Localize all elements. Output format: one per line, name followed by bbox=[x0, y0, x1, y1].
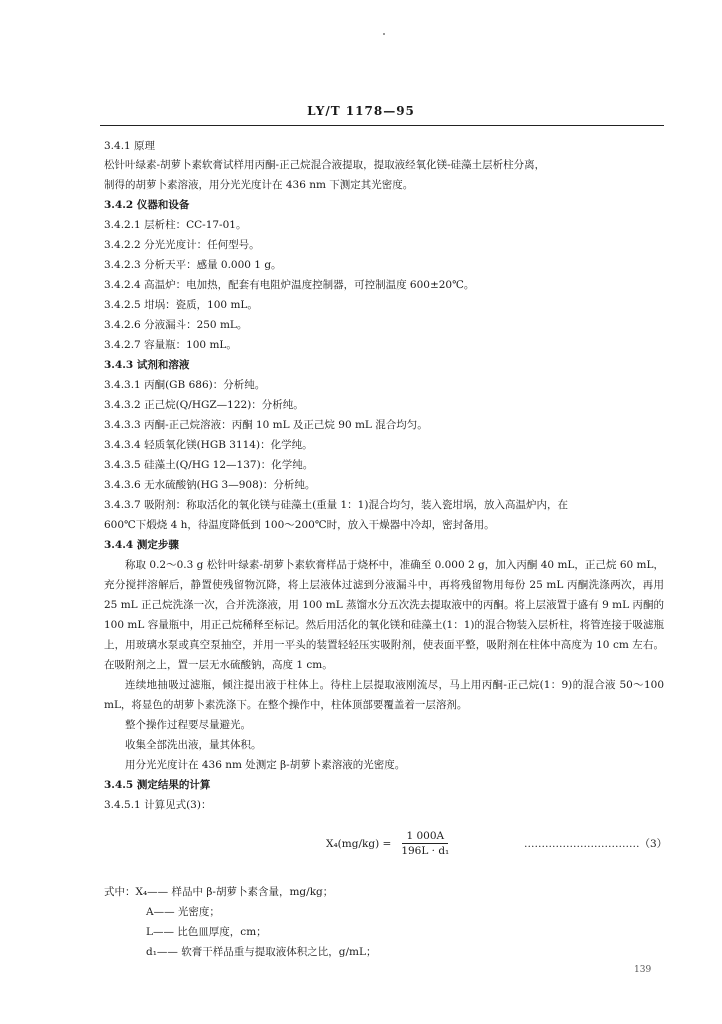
scan-speck bbox=[383, 33, 385, 35]
procedure-paragraph-2: 连续地抽吸过滤瓶，倾注提出液于柱体上。待柱上层提取液刚流尽，马上用丙酮-正己烷(1：9)的混合液 50～100 mL，将显色的胡萝卜素洗涤下。在整个操作中，柱体顶部要覆盖着一层溶剂。 bbox=[104, 679, 664, 711]
header-rule bbox=[100, 125, 664, 126]
item-3-4-3-3: 3.4.3.3 丙酮-正己烷溶液：丙酮 10 mL 及正己烷 90 mL 混合均匀。 bbox=[104, 419, 428, 431]
item-3-4-3-1: 3.4.3.1 丙酮(GB 686)：分析纯。 bbox=[104, 379, 266, 391]
item-3-4-2-6: 3.4.2.6 分液漏斗：250 mL。 bbox=[104, 319, 248, 331]
formula-fraction bbox=[397, 830, 453, 857]
procedure-paragraph-5: 用分光光度计在 436 nm 处测定 β-胡萝卜素溶液的光密度。 bbox=[125, 759, 406, 771]
heading-3-4-1: 3.4.1 原理 bbox=[104, 140, 156, 152]
item-3-4-2-1: 3.4.2.1 层析柱：CC-17-01。 bbox=[104, 219, 247, 231]
item-3-4-3-5: 3.4.3.5 硅藻土(Q/HG 12—137)：化学纯。 bbox=[104, 459, 314, 471]
item-3-4-2-7: 3.4.2.7 容量瓶：100 mL。 bbox=[104, 339, 237, 351]
heading-3-4-4: 3.4.4 测定步骤 bbox=[104, 539, 179, 551]
page-number: 139 bbox=[634, 965, 652, 975]
item-3-4-3-6: 3.4.3.6 无水硫酸钠(HG 3—908)：分析纯。 bbox=[104, 479, 316, 491]
item-3-4-3-7: 3.4.3.7 吸附剂：称取活化的氧化镁与硅藻土(重量 1：1)混合均匀，装入瓷坩埚，放入高温炉内，在 bbox=[104, 499, 568, 511]
item-3-4-2-4: 3.4.2.4 高温炉：电加热，配套有电阻炉温度控制器，可控制温度 600±20℃。 bbox=[104, 279, 475, 291]
heading-3-4-3: 3.4.3 试剂和溶液 bbox=[104, 359, 190, 371]
where-a: A—— 光密度； bbox=[146, 906, 220, 918]
item-3-4-2-2: 3.4.2.2 分光光度计：任何型号。 bbox=[104, 239, 260, 251]
item-3-4-3-7-cont: 600℃下煅烧 4 h，待温度降低到 100～200℃时，放入干燥器中冷却，密封备用。 bbox=[104, 519, 495, 531]
procedure-paragraph-4: 收集全部洗出液，量其体积。 bbox=[125, 739, 262, 751]
procedure-paragraph-1: 称取 0.2～0.3 g 松针叶绿素-胡萝卜素软膏样品于烧杯中，准确至 0.000 2 g，加入丙酮 40 mL，正己烷 60 mL，充分搅拌溶解后，静置使残留物沉降，将上层液体过滤到分液漏斗中，再将残留物用每份 25 mL 丙酮洗涤两次，再用 25 mL 正己烷洗涤一次，合并洗涤液，用 100 mL 蒸馏水分五次洗去提取液中的丙酮。将上层液置于盛有 9 mL 丙酮的 100 mL 容量瓶中，用正己烷稀释至标记。然后用活化的氧化镁和硅藻土(1：1)的混合物装入层析柱，将管连接于吸滤瓶上，用玻璃水泵或真空泵抽空，并用一平头的装置轻轻压实吸附剂，使表面平整，吸附剂在柱体中高度为 10 cm 左右。在吸附剂之上，置一层无水硫酸钠，高度 1 cm。 bbox=[104, 559, 664, 671]
formula-denominator: 196L · d₁ bbox=[401, 845, 450, 857]
page-header: LY/T 1178—95 bbox=[307, 104, 415, 118]
formula-number: ……………………………（3） bbox=[524, 838, 668, 850]
formula-3 bbox=[326, 830, 453, 857]
item-3-4-3-2: 3.4.3.2 正己烷(Q/HGZ—122)：分析纯。 bbox=[104, 399, 304, 411]
where-l: L—— 比色皿厚度，cm； bbox=[146, 926, 267, 938]
where-d1: d₁—— 软膏干样品重与提取液体积之比，g/mL； bbox=[146, 946, 377, 958]
heading-3-4-2: 3.4.2 仪器和设备 bbox=[104, 199, 190, 211]
heading-3-4-5: 3.4.5 测定结果的计算 bbox=[104, 779, 211, 791]
procedure-paragraph-3: 整个操作过程要尽量避光。 bbox=[125, 719, 251, 731]
item-3-4-5-1: 3.4.5.1 计算见式(3)： bbox=[104, 799, 212, 811]
item-3-4-2-3: 3.4.2.3 分析天平：感量 0.000 1 g。 bbox=[104, 259, 282, 271]
item-3-4-2-5: 3.4.2.5 坩埚：瓷质，100 mL。 bbox=[104, 299, 258, 311]
principle-line-2: 制得的胡萝卜素溶液，用分光光度计在 436 nm 下测定其光密度。 bbox=[104, 179, 414, 191]
where-x4: 式中：X₄—— 样品中 β-胡萝卜素含量，mg/kg； bbox=[104, 886, 334, 898]
principle-line-1: 松针叶绿素-胡萝卜素软膏试样用丙酮-正己烷混合液提取，提取液经氧化镁-硅藻土层析柱分离， bbox=[104, 159, 546, 171]
formula-lhs: X₄(mg/kg) = bbox=[326, 837, 392, 850]
formula-numerator: 1 000A bbox=[402, 830, 448, 844]
item-3-4-3-4: 3.4.3.4 轻质氧化镁(HGB 3114)：化学纯。 bbox=[104, 439, 313, 451]
